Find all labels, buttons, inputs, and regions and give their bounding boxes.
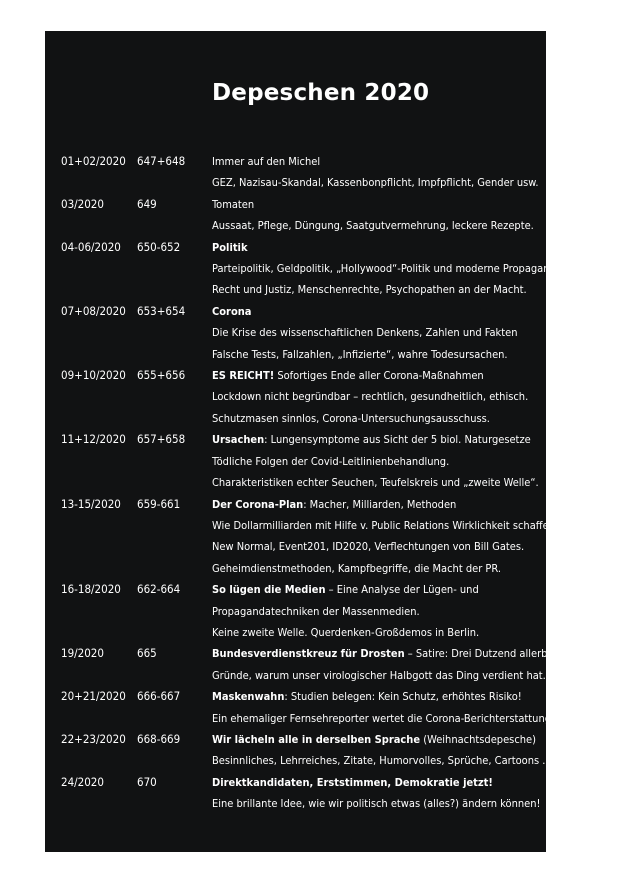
entry-date: 07+08/2020 [61, 303, 126, 318]
entry-date: 04-06/2020 [61, 239, 121, 254]
entry-description: Charakteristiken echter Seuchen, Teufelskreis und „zweite Welle“. [212, 476, 539, 490]
list-item [61, 772, 541, 815]
entry-description: Besinnliches, Lehrreiches, Zitate, Humorvolles, Sprüche, Cartoons ... [212, 754, 552, 768]
entry-description: New Normal, Event201, ID2020, Verflechtungen von Bill Gates. [212, 540, 525, 554]
entry-headline-rest: – Eine Analyse der Lügen- und [325, 583, 479, 597]
entry-date: 24/2020 [61, 774, 104, 789]
entry-text [212, 429, 541, 493]
entry-text [212, 686, 555, 729]
entry-date: 22+23/2020 [61, 731, 126, 746]
entry-headline-rest: (Weihnachtsdepesche) [420, 732, 536, 746]
entry-pages: 650-652 [137, 239, 181, 254]
entry-headline [212, 643, 569, 664]
entry-headline [212, 151, 541, 172]
entry-headline-bold: Der Corona-Plan [212, 497, 304, 511]
entry-headline [212, 686, 541, 707]
entry-description: Gründe, warum unser virologischer Halbgott das Ding verdient hat. [212, 668, 546, 682]
entry-text [212, 494, 559, 580]
entry-description: Geheimdienstmethoden, Kampfbegriffe, die Macht der PR. [212, 561, 502, 575]
depeschen-list [61, 151, 569, 815]
entry-headline [212, 494, 541, 515]
entry-headline-rest: : Macher, Milliarden, Methoden [303, 497, 457, 511]
entry-text [212, 301, 541, 365]
list-item [61, 301, 541, 365]
entry-headline-bold: Wir lächeln alle in derselben Sprache [212, 732, 421, 746]
entry-text [212, 194, 541, 237]
entry-description: Propagandatechniken der Massenmedien. [212, 604, 420, 618]
entry-headline-bold: Bundesverdienstkreuz für Drosten [212, 647, 405, 661]
entry-pages: 647+648 [137, 154, 186, 168]
entry-headline [212, 772, 541, 793]
entry-date: 03/2020 [61, 196, 104, 211]
entry-headline [212, 429, 541, 450]
entry-date: 09+10/2020 [61, 368, 126, 383]
page-title: Depeschen 2020 [212, 80, 430, 106]
entry-headline [212, 729, 541, 750]
entry-date: 01+02/2020 [61, 154, 126, 168]
entry-description: Schutzmasen sinnlos, Corona-Untersuchungsausschuss. [212, 411, 490, 425]
entry-date: 20+21/2020 [61, 689, 126, 704]
entry-headline-bold: ES REICHT! [212, 369, 275, 383]
list-item [61, 365, 541, 429]
list-item [61, 579, 541, 643]
list-item [61, 494, 559, 580]
entry-text [212, 579, 541, 643]
entry-text [212, 729, 552, 772]
list-item [61, 237, 566, 301]
entry-text [212, 151, 541, 194]
entry-headline [212, 365, 541, 386]
entry-pages: 655+656 [137, 368, 186, 383]
entry-headline-bold: Maskenwahn [212, 690, 285, 704]
entry-description: Eine brillante Idee, wie wir politisch etwas (alles?) ändern können! [212, 797, 541, 811]
entry-description: Tödliche Folgen der Covid-Leitlinienbehandlung. [212, 454, 450, 468]
entry-description: Wie Dollarmilliarden mit Hilfe v. Public Relations Wirklichkeit schaffen. [212, 518, 559, 532]
entry-description: Parteipolitik, Geldpolitik, „Hollywood“-Politik und moderne Propaganda, [212, 262, 566, 276]
entry-headline-rest: Immer auf den Michel [212, 155, 321, 168]
entry-headline-rest: : Studien belegen: Kein Schutz, erhöhtes Risiko! [284, 690, 522, 704]
entry-headline-rest: : Lungensymptome aus Sicht der 5 biol. Naturgesetze [264, 433, 531, 447]
entry-headline [212, 301, 541, 322]
entry-text [212, 365, 541, 429]
entry-headline-bold: So lügen die Medien [212, 583, 326, 597]
entry-headline [212, 194, 541, 215]
entry-headline-bold: Politik [212, 240, 248, 254]
entry-text [212, 643, 569, 686]
entry-description: Falsche Tests, Fallzahlen, „Infizierte“, wahre Todesursachen. [212, 347, 508, 361]
entry-pages: 666-667 [137, 689, 181, 704]
list-item [61, 151, 541, 194]
entry-description: Recht und Justiz, Menschenrechte, Psychopathen an der Macht. [212, 283, 527, 297]
entry-headline-bold: Corona [212, 304, 252, 318]
entry-date: 13-15/2020 [61, 496, 121, 511]
entry-date: 16-18/2020 [61, 582, 121, 597]
entry-pages: 662-664 [137, 582, 181, 597]
entry-date: 11+12/2020 [61, 432, 126, 447]
entry-text [212, 237, 566, 301]
entry-description: Lockdown nicht begründbar – rechtlich, gesundheitlich, ethisch. [212, 390, 529, 404]
entry-headline [212, 237, 541, 258]
entry-pages: 649 [137, 196, 157, 211]
list-item [61, 194, 541, 237]
entry-headline-rest: – Satire: Drei Dutzend allerbeste [404, 647, 569, 661]
entry-pages: 668-669 [137, 731, 181, 746]
entry-headline-bold: Direktkandidaten, Erststimmen, Demokratie jetzt! [212, 775, 493, 789]
list-item [61, 729, 552, 772]
entry-description: Aussaat, Pflege, Düngung, Saatgutvermehrung, leckere Rezepte. [212, 219, 534, 233]
entry-headline-rest: Sofortiges Ende aller Corona-Maßnahmen [274, 369, 484, 383]
entry-headline-bold: Ursachen [212, 433, 265, 447]
entry-pages: 657+658 [137, 432, 186, 447]
entry-headline-rest: Tomaten [212, 197, 255, 211]
entry-text [212, 772, 541, 815]
entry-date: 19/2020 [61, 646, 104, 661]
entry-description: Die Krise des wissenschaftlichen Denkens, Zahlen und Fakten [212, 326, 518, 340]
entry-description: Ein ehemaliger Fernsehreporter wertet die Corona-Berichterstattung. [212, 711, 555, 725]
entry-pages: 670 [137, 774, 157, 789]
list-item [61, 686, 555, 729]
entry-headline [212, 579, 541, 600]
entry-pages: 665 [137, 646, 157, 661]
entry-pages: 653+654 [137, 303, 186, 318]
entry-description: GEZ, Nazisau-Skandal, Kassenbonpflicht, Impfpflicht, Gender usw. [212, 176, 539, 190]
entry-pages: 659-661 [137, 496, 181, 511]
entry-description: Keine zweite Welle. Querdenken-Großdemos in Berlin. [212, 625, 480, 639]
list-item [61, 643, 569, 686]
list-item [61, 429, 541, 493]
